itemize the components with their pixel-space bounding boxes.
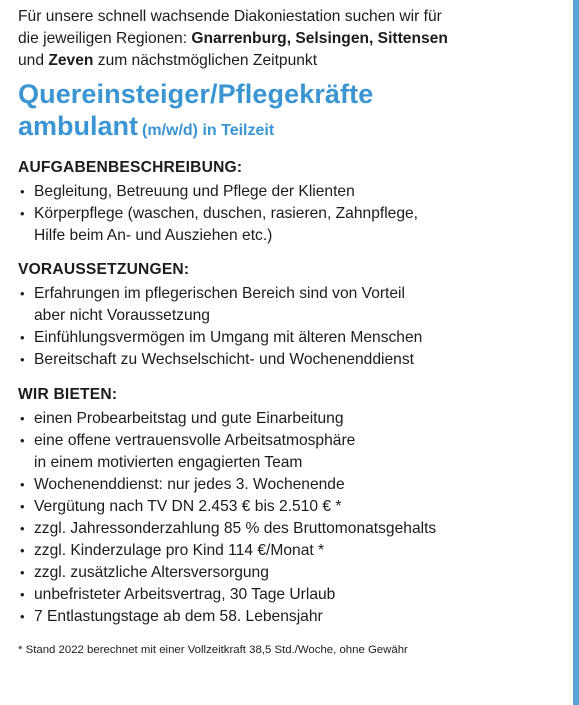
bullet-icon: •: [20, 565, 25, 580]
list-item: [18, 496, 566, 518]
list-bieten: [18, 408, 566, 628]
intro-regions: Gnarrenburg, Selsingen, Sittensen: [191, 30, 448, 47]
list-item-text: unbefristeter Arbeitsvertrag, 30 Tage Urlaub: [34, 586, 336, 603]
bullet-icon: •: [20, 609, 25, 624]
list-item-text: zzgl. zusätzliche Altersversorgung: [34, 564, 269, 581]
intro-region-zeven: Zeven: [48, 52, 94, 69]
list-item-text: 7 Entlastungstage ab dem 58. Lebensjahr: [34, 608, 323, 625]
list-item: [18, 518, 566, 540]
bullet-icon: •: [20, 499, 25, 514]
intro-line-2-prefix: die jeweiligen Regionen:: [18, 30, 192, 47]
list-item-continuation: Hilfe beim An- und Ausziehen etc.): [34, 227, 273, 244]
footnote: * Stand 2022 berechnet mit einer Vollzeitkraft 38,5 Std./Woche, ohne Gewähr: [18, 644, 408, 656]
list-item-continuation: in einem motivierten engagierten Team: [34, 454, 303, 471]
bullet-icon: •: [20, 543, 25, 558]
list-item: [18, 283, 566, 327]
list-item-text: Körperpflege (waschen, duschen, rasieren, Zahnpflege,: [34, 205, 419, 222]
blue-edge-strip: [573, 0, 579, 705]
bullet-icon: •: [20, 477, 25, 492]
list-item: [18, 203, 566, 247]
bullet-icon: •: [20, 521, 25, 536]
list-item: [18, 606, 566, 628]
bullet-icon: •: [20, 411, 25, 426]
list-item: [18, 430, 566, 474]
intro-text: [18, 6, 566, 72]
job-title-ambulant: ambulant: [18, 111, 139, 141]
list-aufgaben: [18, 181, 566, 247]
list-item: [18, 540, 566, 562]
job-title-subtitle: (m/w/d) in Teilzeit: [142, 122, 275, 139]
list-item: [18, 474, 566, 496]
list-item: [18, 327, 566, 349]
intro-line-2: [18, 28, 566, 50]
section-heading-aufgaben: AUFGABENBESCHREIBUNG:: [18, 159, 243, 176]
list-item-text: Wochenenddienst: nur jedes 3. Wochenende: [34, 476, 345, 493]
list-item: [18, 562, 566, 584]
list-item-text: Bereitschaft zu Wechselschicht- und Wochenenddienst: [34, 351, 414, 368]
bullet-icon: •: [20, 433, 25, 448]
bullet-icon: •: [20, 286, 25, 301]
job-title-line-1: Quereinsteiger/Pflegekräfte: [18, 79, 374, 109]
section-heading-bieten: WIR BIETEN:: [18, 386, 118, 403]
job-title-line-2: [18, 110, 566, 147]
list-item-text: zzgl. Jahressonderzahlung 85 % des Bruttomonatsgehalts: [34, 520, 437, 537]
list-item-text: Erfahrungen im pflegerischen Bereich sind von Vorteil: [34, 285, 405, 302]
list-item-text: Einfühlungsvermögen im Umgang mit älteren Menschen: [34, 329, 423, 346]
job-ad-content: [18, 0, 566, 658]
list-item-text: zzgl. Kinderzulage pro Kind 114 €/Monat *: [34, 542, 325, 559]
intro-line-1: Für unsere schnell wachsende Diakoniestation suchen wir für: [18, 8, 442, 25]
bullet-icon: •: [20, 330, 25, 345]
list-item: [18, 584, 566, 606]
list-item-continuation: aber nicht Voraussetzung: [34, 307, 210, 324]
intro-line-3: [18, 50, 566, 72]
list-item-text: einen Probearbeitstag und gute Einarbeitung: [34, 410, 344, 427]
list-item: [18, 181, 566, 203]
intro-line-3-prefix: und: [18, 52, 49, 69]
list-voraussetzungen: [18, 283, 566, 371]
list-item-text: eine offene vertrauensvolle Arbeitsatmosphäre: [34, 432, 356, 449]
list-item: [18, 408, 566, 430]
section-heading-voraussetzungen: VORAUSSETZUNGEN:: [18, 261, 190, 278]
list-item-text: Vergütung nach TV DN 2.453 € bis 2.510 € *: [34, 498, 342, 515]
bullet-icon: •: [20, 587, 25, 602]
list-item: [18, 349, 566, 371]
bullet-icon: •: [20, 352, 25, 367]
bullet-icon: •: [20, 184, 25, 199]
list-item-text: Begleitung, Betreuung und Pflege der Klienten: [34, 183, 355, 200]
bullet-icon: •: [20, 206, 25, 221]
intro-line-3-suffix: zum nächstmöglichen Zeitpunkt: [93, 52, 318, 69]
